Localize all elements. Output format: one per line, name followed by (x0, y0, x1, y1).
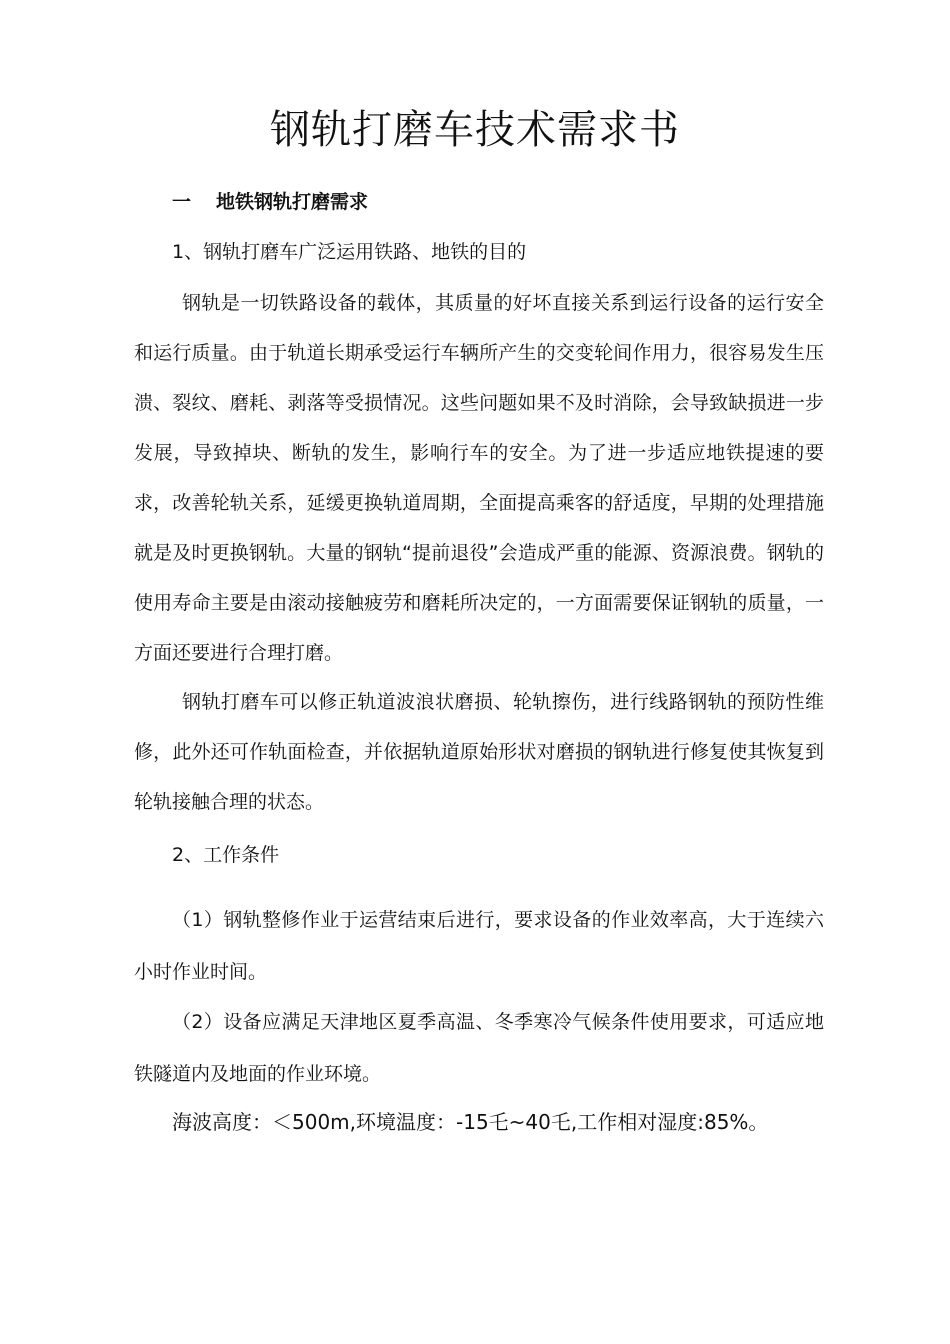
section-heading (172, 188, 368, 216)
subsection-heading-conditions: 2、工作条件 (172, 844, 280, 866)
paragraph-grinding-car: 钢轨打磨车可以修正轨道波浪状磨损、轮轨擦伤，进行线路钢轨的预防性维修，此外还可作轨面检查，并依据轨道原始形状对磨损的钢轨进行修复使其恢复到轮轨接触合理的状态。 (134, 691, 824, 813)
paragraph-condition-1: （1）钢轨整修作业于运营结束后进行，要求设备的作业效率高，大于连续六小时作业时间。 (134, 909, 824, 983)
document-title: 钢轨打磨车技术需求书 (270, 107, 680, 153)
section-number: 一 (172, 191, 192, 213)
paragraph-condition-2: （2）设备应满足天津地区夏季高温、冬季寒冷气候条件使用要求，可适应地铁隧道内及地面的作业环境。 (134, 1011, 824, 1085)
section-heading-text: 地铁钢轨打磨需求 (216, 191, 369, 213)
paragraph-environment: 海波高度：＜500m,环境温度：-15乇~40乇,工作相对湿度:85%。 (172, 1110, 769, 1134)
paragraph-rail-quality: 钢轨是一切铁路设备的载体，其质量的好坏直接关系到运行设备的运行安全和运行质量。由于轨道长期承受运行车辆所产生的交变轮间作用力，很容易发生压溃、裂纹、磨耗、剥落等受损情况。这些问题如果不及时消除，会导致缺损进一步发展，导致掉块、断轨的发生，影响行车的安全。为了进一步适应地铁提速的要求，改善轮轨关系，延缓更换轨道周期，全面提高乘客的舒适度，早期的处理措施就是及时更换钢轨。大量的钢轨“提前退役”会造成严重的能源、资源浪费。钢轨的使用寿命主要是由滚动接触疲劳和磨耗所决定的，一方面需要保证钢轨的质量，一方面还要进行合理打磨。 (134, 292, 824, 664)
subsection-heading-purpose: 1、钢轨打磨车广泛运用铁路、地铁的目的 (172, 241, 527, 263)
